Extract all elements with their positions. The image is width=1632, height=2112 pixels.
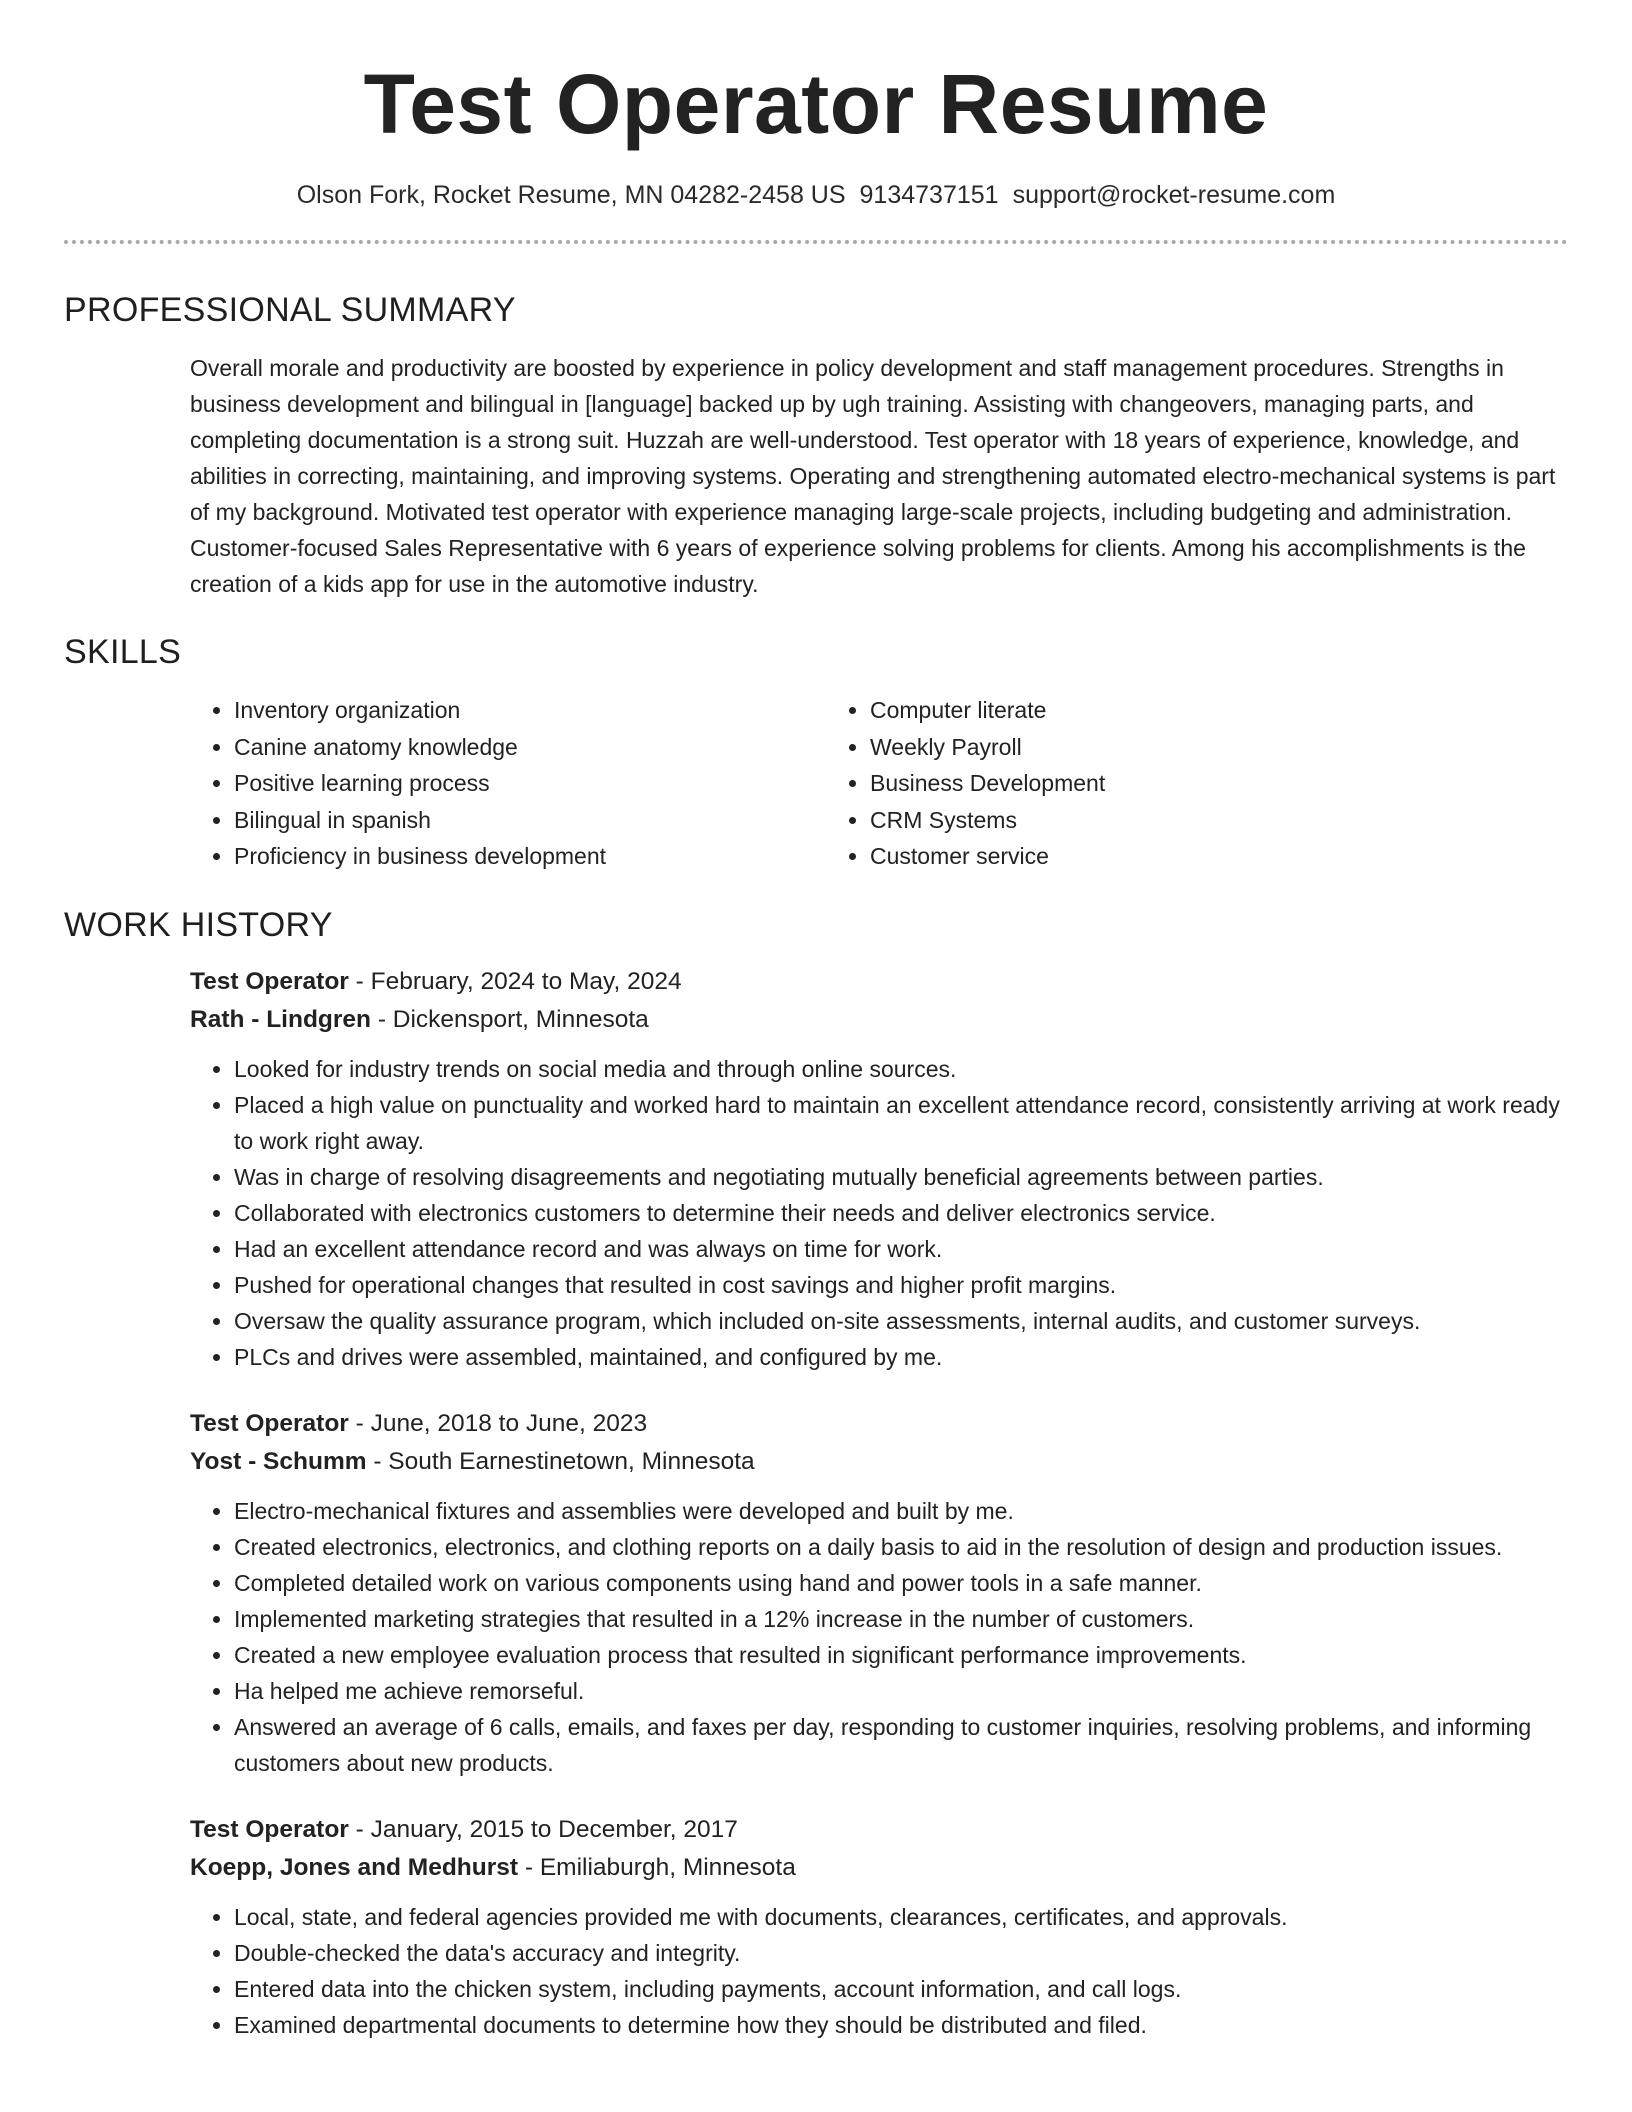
skill-item: • CRM Systems [870,802,1526,839]
job-dates: - February, 2024 to May, 2024 [348,967,682,995]
job-bullet: • Pushed for operational changes that resulted in cost savings and higher profit margins. [234,1267,1568,1303]
job-company-line [190,1443,1568,1481]
job-bullet: • Collaborated with electronics customers to determine their needs and deliver electronics service. [234,1195,1568,1231]
skill-item: • Computer literate [870,692,1526,729]
job-title: Test Operator [190,1409,349,1437]
job-bullet: • PLCs and drives were assembled, maintained, and configured by me. [234,1339,1568,1375]
contact-address: Olson Fork, Rocket Resume, MN 04282-2458 US [296,181,846,209]
contact-email[interactable]: support@rocket-resume.com [1012,181,1336,209]
job-bullet: • Placed a high value on punctuality and worked hard to maintain an excellent attendance record, consistently arriving at work ready to work right away. [234,1087,1568,1159]
skills-column-1 [190,692,826,875]
job-bullet: • Looked for industry trends on social media and through online sources. [234,1051,1568,1087]
job-company: Yost - Schumm [190,1447,367,1475]
skill-item: • Proficiency in business development [234,838,826,875]
skill-item: • Positive learning process [234,765,826,802]
skill-item: • Canine anatomy knowledge [234,729,826,766]
summary-text: Overall morale and productivity are boosted by experience in policy development and staff management procedures. Strengths in business development and bilingual in [language] backed up by ugh training. Assisting with changeovers, managing parts, and completing documentation is a strong suit. Huzzah are well-understood. Test operator with 18 years of experience, knowledge, and abilities in correcting, maintaining, and improving systems. Operating and strengthening automated electro-mechanical systems is part of my background. Motivated test operator with experience managing large-scale projects, including budgeting and administration. Customer-focused Sales Representative with 6 years of experience solving problems for clients. Among his accomplishments is the creation of a kids app for use in the automotive industry. [190,355,1556,597]
job-bullets [190,1899,1568,2043]
job-entry [190,1811,1568,2043]
job-company: Koepp, Jones and Medhurst [190,1853,519,1881]
job-bullet: • Implemented marketing strategies that resulted in a 12% increase in the number of customers. [234,1601,1568,1637]
job-entry [190,963,1568,1375]
job-title: Test Operator [190,1815,349,1843]
job-bullet: • Ha helped me achieve remorseful. [234,1673,1568,1709]
job-dates: - January, 2015 to December, 2017 [348,1815,738,1843]
job-title-line [190,1405,1568,1443]
job-location: - Emiliaburgh, Minnesota [518,1853,796,1881]
job-title: Test Operator [190,967,349,995]
job-bullet: • Entered data into the chicken system, including payments, account information, and call logs. [234,1971,1568,2007]
skill-item: • Business Development [870,765,1526,802]
job-location: - Dickensport, Minnesota [371,1005,649,1033]
job-dates: - June, 2018 to June, 2023 [348,1409,648,1437]
skill-item: • Weekly Payroll [870,729,1526,766]
skills-heading: SKILLS [64,633,182,671]
work-history-heading: WORK HISTORY [64,905,333,944]
job-company-line [190,1001,1568,1039]
skills-list [190,692,1568,875]
job-bullet: • Local, state, and federal agencies provided me with documents, clearances, certificates, and approvals. [234,1899,1568,1935]
job-bullets [190,1493,1568,1781]
skill-item: • Customer service [870,838,1526,875]
skill-item: • Bilingual in spanish [234,802,826,839]
job-bullet: • Answered an average of 6 calls, emails, and faxes per day, responding to customer inquiries, resolving problems, and informing customers about new products. [234,1709,1568,1781]
job-bullet: • Electro-mechanical fixtures and assemblies were developed and built by me. [234,1493,1568,1529]
job-location: - South Earnestinetown, Minnesota [366,1447,755,1475]
job-entry [190,1405,1568,1781]
job-title-line [190,1811,1568,1849]
contact-line [64,178,1568,212]
job-bullet: • Oversaw the quality assurance program, which included on-site assessments, internal audits, and customer surveys. [234,1303,1568,1339]
job-bullet: • Double-checked the data's accuracy and integrity. [234,1935,1568,1971]
resume-page [64,0,1568,2043]
resume-title: Test Operator Resume [363,57,1269,151]
contact-phone: 9134737151 [859,181,999,209]
job-company-line [190,1849,1568,1887]
job-bullet: • Was in charge of resolving disagreements and negotiating mutually beneficial agreements between parties. [234,1159,1568,1195]
job-bullet: • Completed detailed work on various components using hand and power tools in a safe manner. [234,1565,1568,1601]
job-bullets [190,1051,1568,1375]
job-bullet: • Created a new employee evaluation process that resulted in significant performance improvements. [234,1637,1568,1673]
job-title-line [190,963,1568,1001]
skills-column-2 [826,692,1526,875]
header-divider [64,240,1568,244]
job-bullet: • Had an excellent attendance record and was always on time for work. [234,1231,1568,1267]
summary-heading: PROFESSIONAL SUMMARY [64,291,516,329]
job-company: Rath - Lindgren [190,1005,372,1033]
job-bullet: • Created electronics, electronics, and clothing reports on a daily basis to aid in the resolution of design and production issues. [234,1529,1568,1565]
job-bullet: • Examined departmental documents to determine how they should be distributed and filed. [234,2007,1568,2043]
skill-item: • Inventory organization [234,692,826,729]
